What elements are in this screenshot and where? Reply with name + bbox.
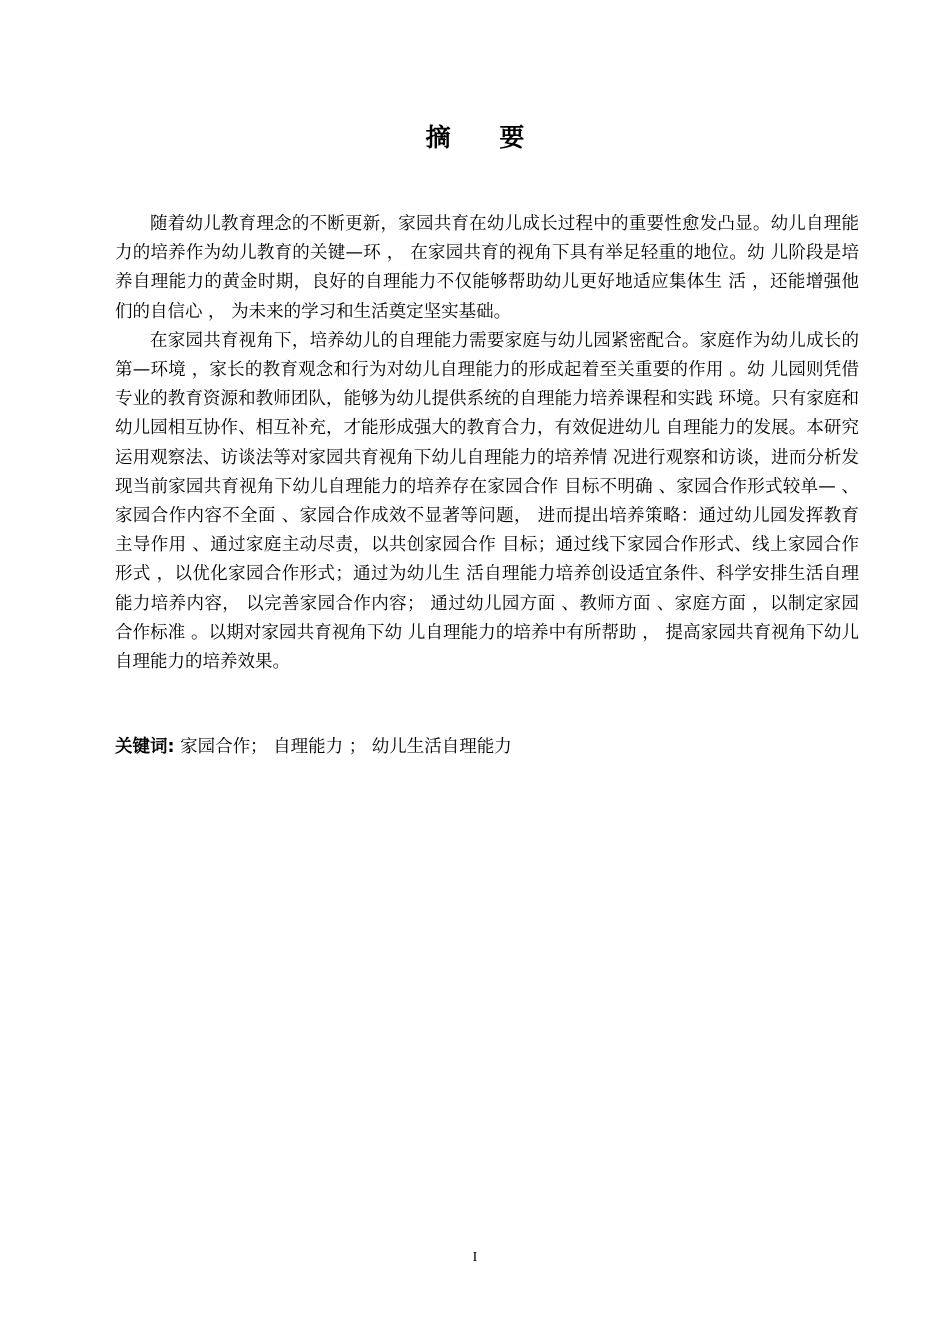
abstract-title: 摘 要 xyxy=(425,123,545,152)
keywords-text: 家园合作； 自理能力 ； 幼儿生活自理能力 xyxy=(174,737,512,757)
abstract-body xyxy=(115,210,859,677)
abstract-paragraph-2: 在家园共育视角下，培养幼儿的自理能力需要家庭与幼儿园紧密配合。家庭作为幼儿成长的第—环境 ，家长的教育观念和行为对幼儿自理能力的形成起着至关重要的作用 。幼 儿园则凭借专业的教育资源和教师团队，能够为幼儿提供系统的自理能力培养课程和实践 环境。只有家庭和幼儿园相互协作、相互补充，才能形成强大的教育合力，有效促进幼儿 自理能力的发展。本研究运用观察法、访谈法等对家园共育视角下幼儿自理能力的培养情 况进行观察和访谈，进而分析发现当前家园共育视角下幼儿自理能力的培养存在家园合作 目标不明确 、家园合作形式较单— 、家园合作内容不全面 、家园合作成效不显著等问题， 进而提出培养策略：通过幼儿园发挥教育主导作用 、通过家庭主动尽责，以共创家园合作 目标；通过线下家园合作形式、线上家园合作形式 ，以优化家园合作形式；通过为幼儿生 活自理能力培养创设适宜条件、科学安排生活自理能力培养内容， 以完善家园合作内容； 通过幼儿园方面 、教师方面 、家庭方面 ，以制定家园合作标准 。以期对家园共育视角下幼 儿自理能力的培养中有所帮助 ， 提高家园共育视角下幼儿自理能力的培养效果。 xyxy=(115,330,859,673)
abstract-paragraph-1: 随着幼儿教育理念的不断更新，家园共育在幼儿成长过程中的重要性愈发凸显。幼儿自理能力的培养作为幼儿教育的关键—环 ， 在家园共育的视角下具有举足轻重的地位。幼 儿阶段是培养自理能力的黄金时期，良好的自理能力不仅能够帮助幼儿更好地适应集体生 活 ，还能增强他们的自信心 ， 为未来的学习和生活奠定坚实基础。 xyxy=(115,214,859,322)
keywords-label: 关键词: xyxy=(115,737,175,757)
page-number: I xyxy=(472,1250,478,1265)
keywords-line xyxy=(115,733,859,762)
